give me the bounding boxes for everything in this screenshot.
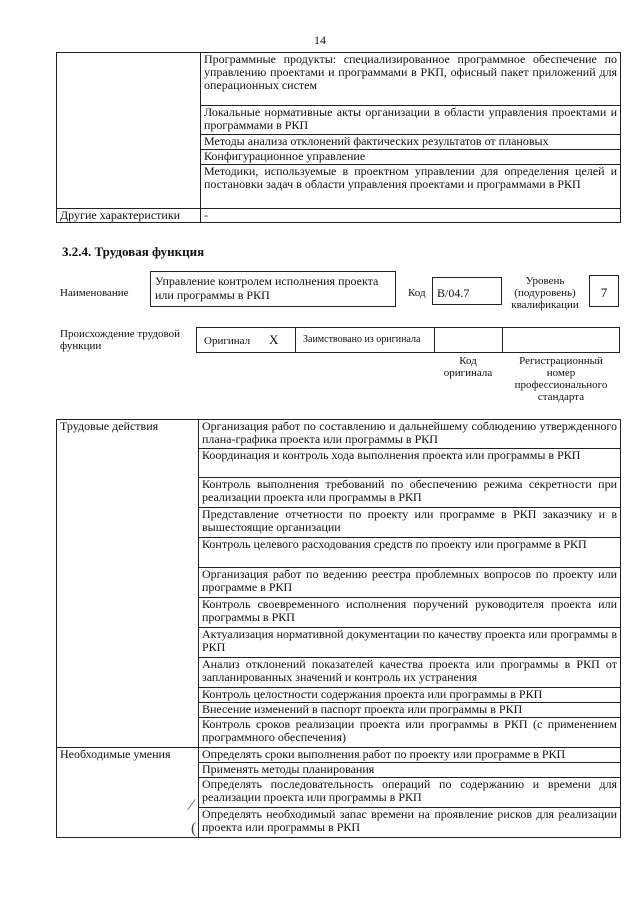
table-row [57,209,621,223]
row-value-cell: Методики, используемые в проектном управлении для определения целей и постановки задач в области управления проектами и программами в РКП [201,165,621,209]
borrowed-label: Заимствовано из оригинала [303,334,421,345]
action-cell: Организация работ по составлению и дальнейшему соблюдению утвержденного плана-графика проекта или программы в РКП [199,420,621,449]
original-label: Оригинал [204,335,251,347]
table-row [57,748,621,763]
borrowed-box [295,327,435,353]
row-value-cell: Методы анализа отклонений фактических результатов от плановых [201,135,621,150]
row-label-cell [57,53,201,209]
skill-cell: Применять методы планирования [199,763,621,778]
action-cell: Контроль целостности содержания проекта или программы в РКП [199,688,621,703]
original-box [196,327,296,353]
function-code-value: B/04.7 [437,286,470,300]
scan-mark: ( [191,820,197,837]
skill-cell: Определять последовательность операций по содержанию и времени для реализации проекта или программы в РКП [199,778,621,808]
level-label: Уровень (подуровень) квалификации [511,275,579,311]
action-cell: Представление отчетности по проекту или программе в РКП заказчику и в вышестоящие организации [199,508,621,538]
action-cell: Анализ отклонений показателей качества проекта или программы в РКП от запланированных значений и контроль их устранения [199,658,621,688]
skills-label-cell: Необходимые умения [57,748,199,838]
action-cell: Контроль сроков реализации проекта или программы в РКП (с применением программного обеспечения) [199,718,621,748]
row-value-cell: - [201,209,621,223]
function-table [56,419,621,838]
reg-number-label: Регистрационный номер профессионального стандарта [514,355,608,403]
reg-number-box [502,327,620,353]
actions-label-cell: Трудовые действия [57,420,199,748]
scan-mark: ⁄ [190,797,193,814]
code-label: Код [408,287,426,299]
action-cell: Внесение изменений в паспорт проекта или программы в РКП [199,703,621,718]
action-cell: Контроль своевременного исполнения поручений руководителя проекта или программы в РКП [199,598,621,628]
code-original-label: Код оригинала [443,355,493,379]
table-row [57,53,621,106]
action-cell: Координация и контроль хода выполнения проекта или программы в РКП [199,449,621,478]
origin-label: Происхождение трудовой функции [60,328,181,352]
level-value: 7 [600,285,608,300]
skill-cell: Определять сроки выполнения работ по проекту или программе в РКП [199,748,621,763]
function-name-value: Управление контролем исполнения проекта или программы в РКП [155,274,379,302]
row-value-cell: Конфигурационное управление [201,150,621,165]
skill-cell: Определять необходимый запас времени на проявление рисков для реализации проекта или программы в РКП [199,808,621,838]
table-row [57,420,621,449]
action-cell: Актуализация нормативной документации по качеству проекта или программы в РКП [199,628,621,658]
code-original-box [434,327,503,353]
row-label-cell: Другие характеристики [57,209,201,223]
level-box [589,275,619,307]
section-heading: 3.2.4. Трудовая функция [62,244,205,259]
name-label: Наименование [60,287,129,299]
action-cell: Контроль целевого расходования средств по проекту или программе в РКП [199,538,621,568]
knowledge-table [56,52,621,223]
function-name-box [150,271,396,307]
row-value-cell: Локальные нормативные акты организации в области управления проектами и программами в РКП [201,106,621,135]
action-cell: Организация работ по ведению реестра проблемных вопросов по проекту или программе в РКП [199,568,621,598]
original-mark: X [269,332,279,347]
page-number: 14 [314,33,326,47]
row-value-cell: Программные продукты: специализированное программное обеспечение по управлению проектами и программами в РКП, офисный пакет приложений для операционных систем [201,53,621,106]
function-code-box [432,277,502,305]
action-cell: Контроль выполнения требований по обеспечению режима секретности при реализации проекта или программы в РКП [199,478,621,508]
